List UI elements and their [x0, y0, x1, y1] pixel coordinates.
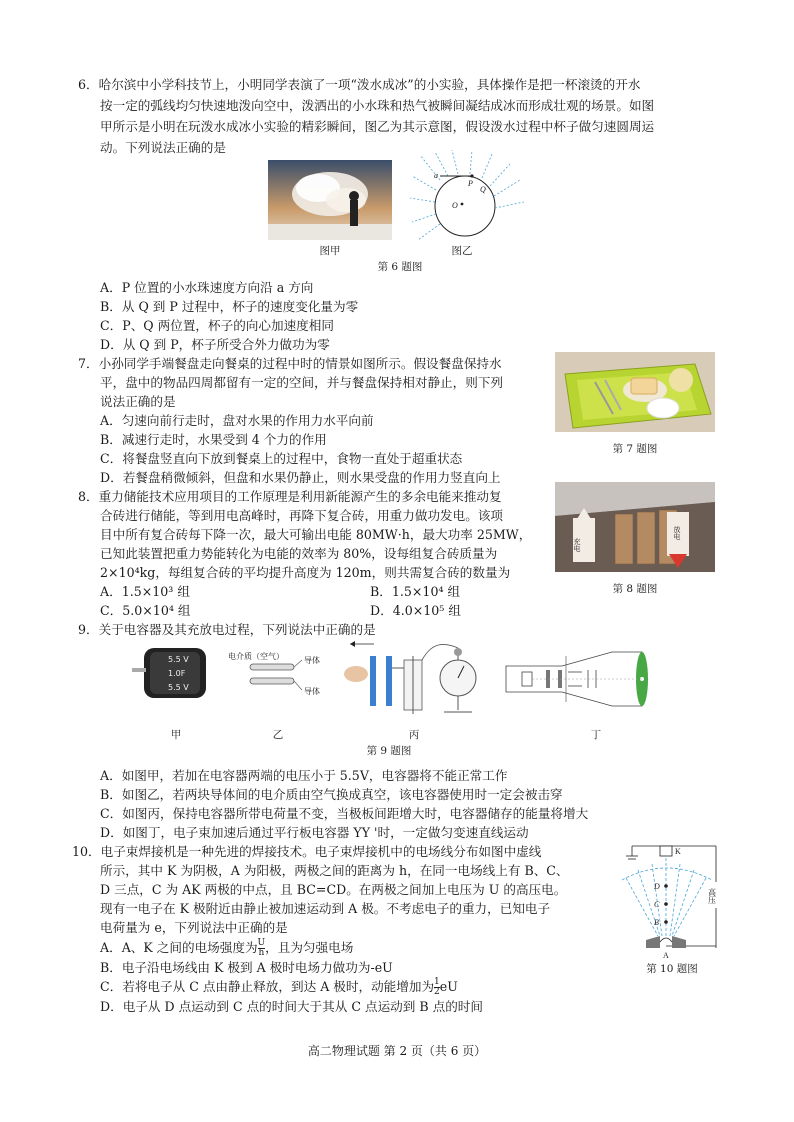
- q6-diagram-letter-o: O: [452, 201, 458, 210]
- q9-fig-jia-capacitor: [128, 640, 220, 702]
- q9-cap-label-1: 5.5 V: [168, 655, 189, 664]
- q8-option-b: B．1.5×10⁴ 组: [370, 584, 461, 599]
- q8-label-discharge: 放电: [673, 526, 681, 540]
- q7-stem-line-1: 7．小孙同学手端餐盘走向餐桌的过程中时的情景如图所示。假设餐盘保持水: [78, 356, 502, 371]
- q7-option-b: B．减速行走时，水果受到 4 个力的作用: [100, 432, 327, 447]
- q8-stem-line-2: 合砖进行储能，等到用电高峰时，再降下复合砖，用重力做功发电。该项: [100, 508, 503, 523]
- q8-stem-line-4: 已知此装置把重力势能转化为电能的效率为 80%，设每组复合砖质量为: [100, 546, 498, 561]
- q10-stem-line-1: 10．电子束焊接机是一种先进的焊接技术。电子束焊接机中的电场线分布如图中虚线: [72, 844, 542, 859]
- q6-diagram-letter-a: a: [434, 171, 438, 180]
- q9-fig-ding-crt: [502, 644, 660, 714]
- q6-caption: 第 6 题图: [377, 261, 423, 273]
- q10-option-c-denominator: 2: [434, 987, 440, 997]
- q7-caption: 第 7 题图: [612, 443, 658, 455]
- q6-stem-line-1: 6．哈尔滨中小学科技节上，小明同学表演了一项“泼水成冰”的小实验，具体操作是把一杯滚烫的开水: [78, 77, 641, 92]
- q9-option-d: D．如图丁，电子束加速后通过平行板电容器 YY '时，一定做匀变速直线运动: [100, 825, 529, 840]
- q9-option-c: C．如图丙，保持电容器所带电荷量不变，当极板间距增大时，电容器储存的能量将增大: [100, 806, 589, 821]
- q6-diagram-letter-p: P: [468, 179, 473, 188]
- q10-option-a: [100, 938, 353, 958]
- q10-option-c: [100, 977, 458, 997]
- q7-stem-line-3: 说法正确的是: [100, 394, 176, 409]
- q9-option-a: A．如图甲，若加在电容器两端的电压小于 5.5V，电容器将不能正常工作: [100, 768, 508, 783]
- q6-photo-jia: [268, 160, 392, 240]
- q6-stem-line-2: 按一定的弧线均匀快速地泼向空中，泼洒出的小水珠和热气被瞬间凝结成冰而形成壮观的场景。如图: [100, 98, 655, 113]
- q8-option-a: A．1.5×10³ 组: [100, 584, 190, 599]
- q6-option-c: C．P、Q 两位置，杯子的向心加速度相同: [100, 318, 334, 333]
- q6-option-d: D．从 Q 到 P，杯子所受合外力做功为零: [100, 337, 330, 352]
- q9-fig-label-yi: 乙: [272, 729, 284, 741]
- q8-stem-line-1: 8．重力储能技术应用项目的工作原理是利用新能源产生的多余电能来推动复: [78, 489, 502, 504]
- q9-cap-label-3: 5.5 V: [168, 683, 189, 692]
- q8-label-charge: 充电: [573, 538, 581, 552]
- q9-fig-bing-electroscope: [340, 638, 490, 718]
- q10-letter-a: A: [663, 951, 669, 960]
- q8-stem-line-3: 目中所有复合砖每下降一次，最大可输出电能 80MW·h，最大功率 25MW，: [100, 527, 532, 542]
- q6-option-a: A．P 位置的小水珠速度方向沿 a 方向: [100, 280, 314, 295]
- q6-diagram-yi: [410, 150, 530, 250]
- q9-yi-medium-label: 电介质（空气）: [228, 652, 284, 661]
- q10-stem-line-5: 电荷量为 e，下列说法中正确的是: [100, 920, 288, 935]
- q10-option-a-denominator: h: [258, 948, 265, 958]
- q9-cap-label-2: 1.0F: [168, 669, 186, 678]
- q8-option-c: C．5.0×10⁴ 组: [100, 603, 191, 618]
- q7-stem-line-2: 平，盘中的物品四周都留有一定的空间，并与餐盘保持相对静止，则下列: [100, 375, 503, 390]
- q8-option-d: D．4.0×10⁵ 组: [370, 603, 461, 618]
- q9-option-b: B．如图乙，若两块导体间的电介质由空气换成真空，该电容器使用时一定会被击穿: [100, 787, 563, 802]
- q10-caption: 第 10 题图: [646, 963, 698, 975]
- q6-stem-line-3: 甲所示是小明在玩泼水成冰小实验的精彩瞬间，图乙为其示意图，假设泼水过程中杯子做匀速圆周运: [100, 119, 655, 134]
- q6-fig-yi-label: 图乙: [451, 245, 473, 257]
- q10-option-d: D．电子从 D 点运动到 C 点的时间大于其从 C 点运动到 B 点的时间: [100, 999, 483, 1014]
- q10-letter-d: D: [654, 882, 660, 891]
- q10-option-a-post: ，且为匀强电场: [265, 940, 354, 955]
- q10-option-c-numerator: 1: [434, 977, 440, 987]
- q10-option-a-pre: A．A、K 之间的电场强度为: [100, 940, 258, 955]
- q8-stem-line-5: 2×10⁴kg，每组复合砖的平均提升高度为 120m，则共需复合砖的数量为: [100, 565, 511, 580]
- q10-option-a-fraction: [258, 939, 266, 958]
- q8-photo-storage: [555, 482, 715, 572]
- q6-fig-jia-label: 图甲: [319, 245, 341, 257]
- q9-caption: 第 9 题图: [366, 745, 412, 757]
- q7-option-c: C．将餐盘竖直向下放到餐桌上的过程中，食物一直处于超重状态: [100, 451, 463, 466]
- q10-diagram-field: [612, 838, 738, 960]
- q9-fig-yi-plates: [228, 650, 330, 700]
- q10-option-c-post: eU: [439, 979, 458, 994]
- q10-option-c-pre: C．若将电子从 C 点由静止释放，到达 A 极时，动能增加为: [100, 979, 435, 994]
- q10-stem-line-2: 所示，其中 K 为阴极，A 为阳极，两极之间的距离为 h，在同一电场线上有 B、C、: [100, 863, 569, 878]
- q10-stem-line-3: D 三点，C 为 AK 两极的中点，且 BC=CD。在两极之间加上电压为 U 的高压电。: [100, 882, 567, 897]
- q10-letter-c: C: [654, 900, 660, 909]
- q10-stem-line-4: 现有一电子在 K 极附近由静止被加速运动到 A 极。不考虑电子的重力，已知电子: [100, 901, 551, 916]
- q6-stem-line-4: 动。下列说法正确的是: [100, 140, 226, 155]
- q10-letter-b: B: [654, 918, 659, 927]
- q6-diagram-letter-q: Q: [480, 185, 486, 194]
- q9-fig-label-ding: 丁: [590, 729, 602, 741]
- q10-option-a-numerator: U: [257, 938, 266, 948]
- q8-caption: 第 8 题图: [612, 583, 658, 595]
- q7-option-a: A．匀速向前行走时，盘对水果的作用力水平向前: [100, 413, 374, 428]
- q7-photo-tray: [555, 352, 715, 432]
- page-footer: 高二物理试题 第 2 页（共 6 页）: [307, 1044, 487, 1058]
- q6-option-b: B．从 Q 到 P 过程中，杯子的速度变化量为零: [100, 299, 359, 314]
- q9-yi-conductor-top: 导体: [304, 656, 320, 665]
- q10-label-high-voltage: 高压: [707, 888, 717, 904]
- q10-letter-k: K: [675, 847, 681, 856]
- q9-yi-conductor-bottom: 导体: [304, 687, 320, 696]
- q9-stem: 9．关于电容器及其充放电过程，下列说法中正确的是: [78, 622, 376, 637]
- q9-fig-label-jia: 甲: [170, 729, 182, 741]
- q9-fig-label-bing: 丙: [408, 729, 420, 741]
- q7-option-d: D．若餐盘稍微倾斜，但盘和水果仍静止，则水果受盘的作用力竖直向上: [100, 470, 501, 485]
- q10-option-b: B．电子沿电场线由 K 极到 A 极时电场力做功为-eU: [100, 960, 393, 975]
